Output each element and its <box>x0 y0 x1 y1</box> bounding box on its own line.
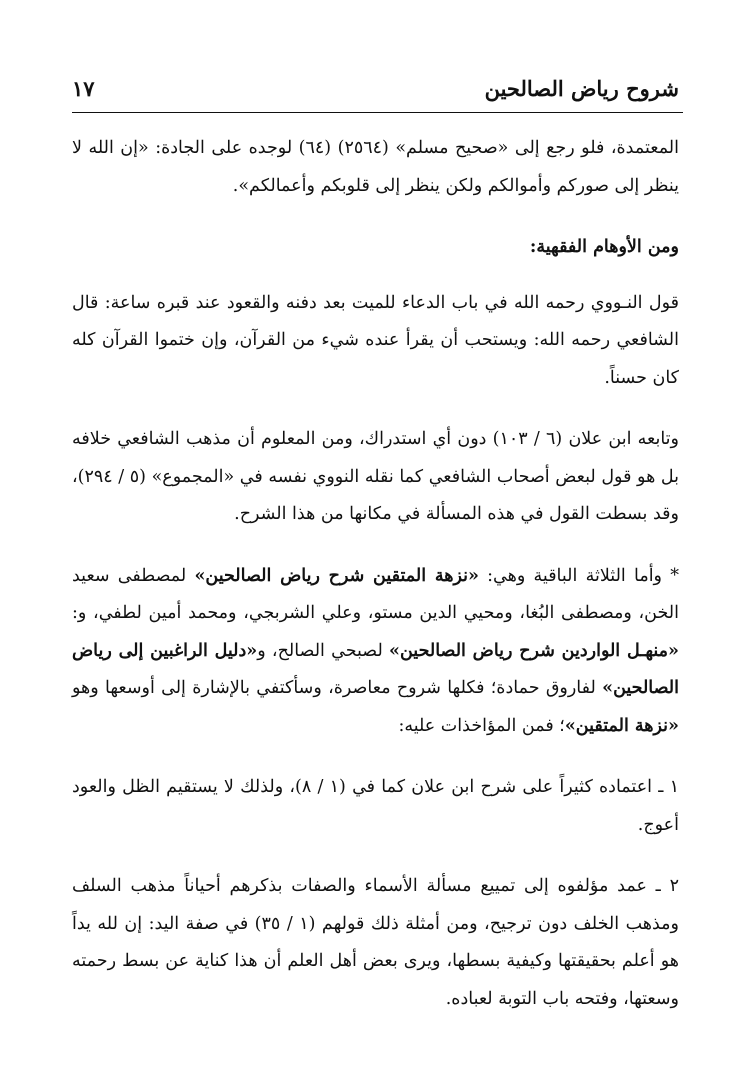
paragraph-2: قول النـووي رحمه الله في باب الدعاء للميت بعد دفنه والقعود عند قبره ساعة: قال الشافعي رحمه الله: ويستحب أن يقرأ عنده شيء من القرآن، وإن ختموا القرآن كله كان حسناً. <box>72 292 679 388</box>
page-number: ١٧ <box>72 76 95 101</box>
paragraph-1: المعتمدة، فلو رجع إلى «صحيح مسلم» (٢٥٦٤) (٦٤) لوجده على الجادة: «إن الله لا ينظر إلى صوركم وأموالكم ولكن ينظر إلى قلوبكم وأعمالكم». <box>72 138 679 196</box>
paragraph-6: ٢ ـ عمد مؤلفوه إلى تمييع مسألة الأسماء والصفات بذكرهم أحياناً مذهب السلف ومذهب الخلف دون ترجيح، ومن أمثلة ذلك قولهم (١ / ٣٥) في صفة اليد: إن لله يداً هو أعلم بحقيقتها وكيفية بسطها، ويرى بعض أهل العلم أن هذا كناية عن بسط رحمته وسعتها، وفتحه باب التوبة لعباده. <box>72 876 679 1009</box>
paragraph-5: ١ ـ اعتماده كثيراً على شرح ابن علان كما في (١ / ٨)، ولذلك لا يستقيم الظل والعود أعوج. <box>72 777 679 835</box>
page-body <box>72 130 679 1042</box>
paragraph-4 <box>72 558 679 746</box>
paragraph-4-text-5: ؛ فمن المؤاخذات عليه: <box>398 715 565 736</box>
paragraph-3: وتابعه ابن علان (٦ / ١٠٣) دون أي استدراك، ومن المعلوم أن مذهب الشافعي خلافه بل هو قول لبعض أصحاب الشافعي كما نقله النووي نفسه في «المجموع» (٥ / ٢٩٤)، وقد بسطت القول في هذه المسألة في مكانها من هذا الشرح. <box>72 429 680 524</box>
header-rule <box>72 112 683 113</box>
book-title-nuzhat-short: «نزهة المتقين» <box>564 715 679 736</box>
paragraph-4-text-4: لفاروق حمادة؛ فكلها شروح معاصرة، وسأكتفي بالإشارة إلى أوسعها وهو <box>72 678 603 698</box>
paragraph-4-text-1: * وأما الثلاثة الباقية وهي: <box>478 565 679 586</box>
book-title-manhal: «منهـل الواردين شرح رياض الصالحين» <box>389 640 679 661</box>
section-heading: ومن الأوهام الفقهية: <box>529 237 679 257</box>
running-title: شروح رياض الصالحين <box>484 76 679 101</box>
paragraph-4-text-3: لصبحي الصالح، و <box>257 640 390 661</box>
paragraph-4-text-2: لمصطفى سعيد الخن، ومصطفى البُغا، ومحيي الدين مستو، وعلي الشربجي، ومحمد أمين لطفي، و: <box>72 565 679 623</box>
book-title-nuzhat: «نزهة المتقين شرح رياض الصالحين» <box>194 565 479 586</box>
page-header <box>72 72 679 112</box>
book-title-dalil: «دليل الراغبين إلى رياض الصالحين» <box>72 640 679 698</box>
